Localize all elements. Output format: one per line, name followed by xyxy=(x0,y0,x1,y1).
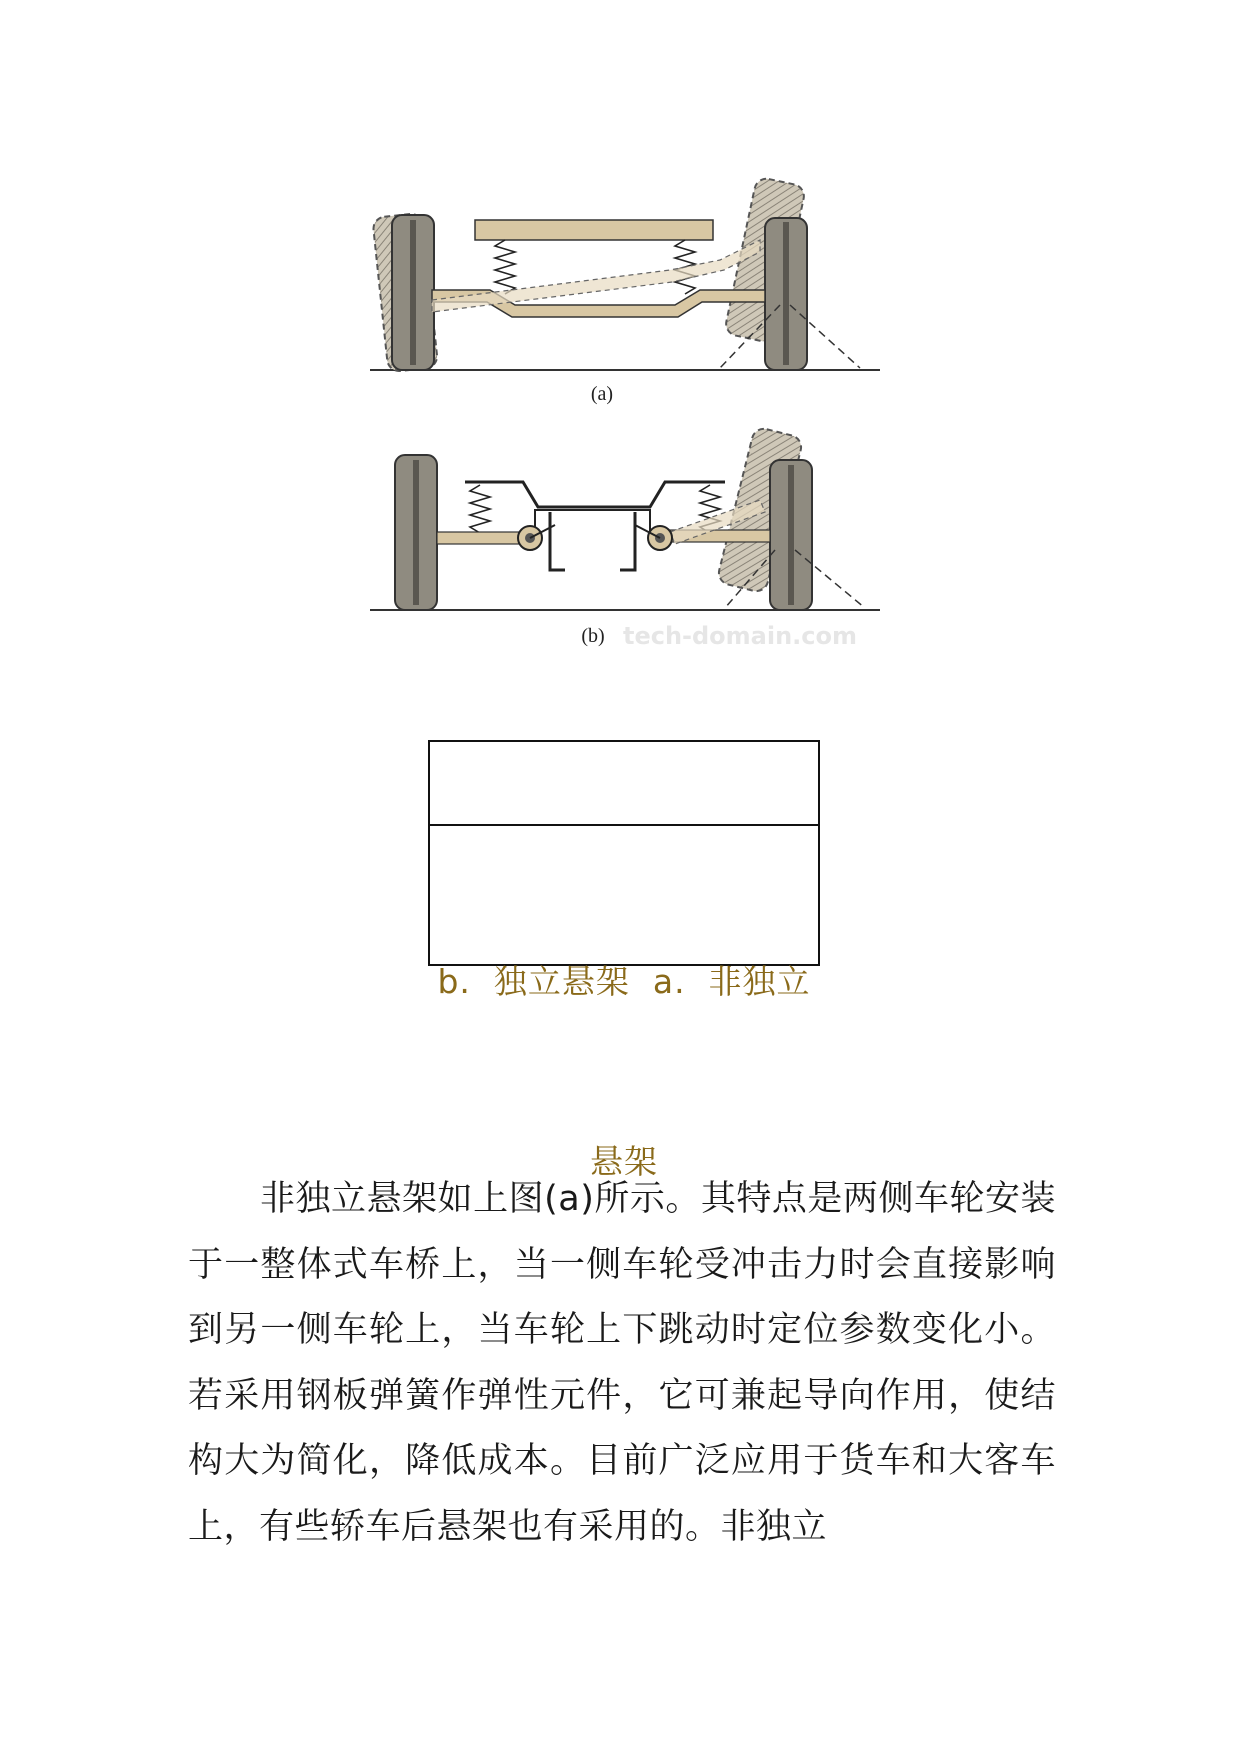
label-b: (b) xyxy=(581,625,605,647)
caption-line-2: 悬架 xyxy=(590,1142,658,1181)
watermark: tech-domain.com xyxy=(622,622,858,650)
caption-empty-row xyxy=(430,742,818,826)
diagram-a xyxy=(370,177,880,405)
label-a: (a) xyxy=(590,383,614,405)
suspension-diagram xyxy=(340,160,902,665)
caption-line-1: b. 独立悬架 a. 非独立 xyxy=(437,962,811,1001)
body-paragraph: 非独立悬架如上图(a)所示。其特点是两侧车轮安装于一整体式车桥上，当一侧车轮受冲击力时会直接影响到另一侧车轮上，当车轮上下跳动时定位参数变化小。若采用钢板弹簧作弹性元件，它可兼起导向作用，使结构大为简化，降低成本。目前广泛应用于货车和大客车上，有些轿车后悬架也有采用的。非独立 xyxy=(188,1179,1056,1547)
diagram-b xyxy=(370,426,880,650)
figure-caption-table xyxy=(428,740,820,1181)
suspension-figure xyxy=(340,160,902,665)
